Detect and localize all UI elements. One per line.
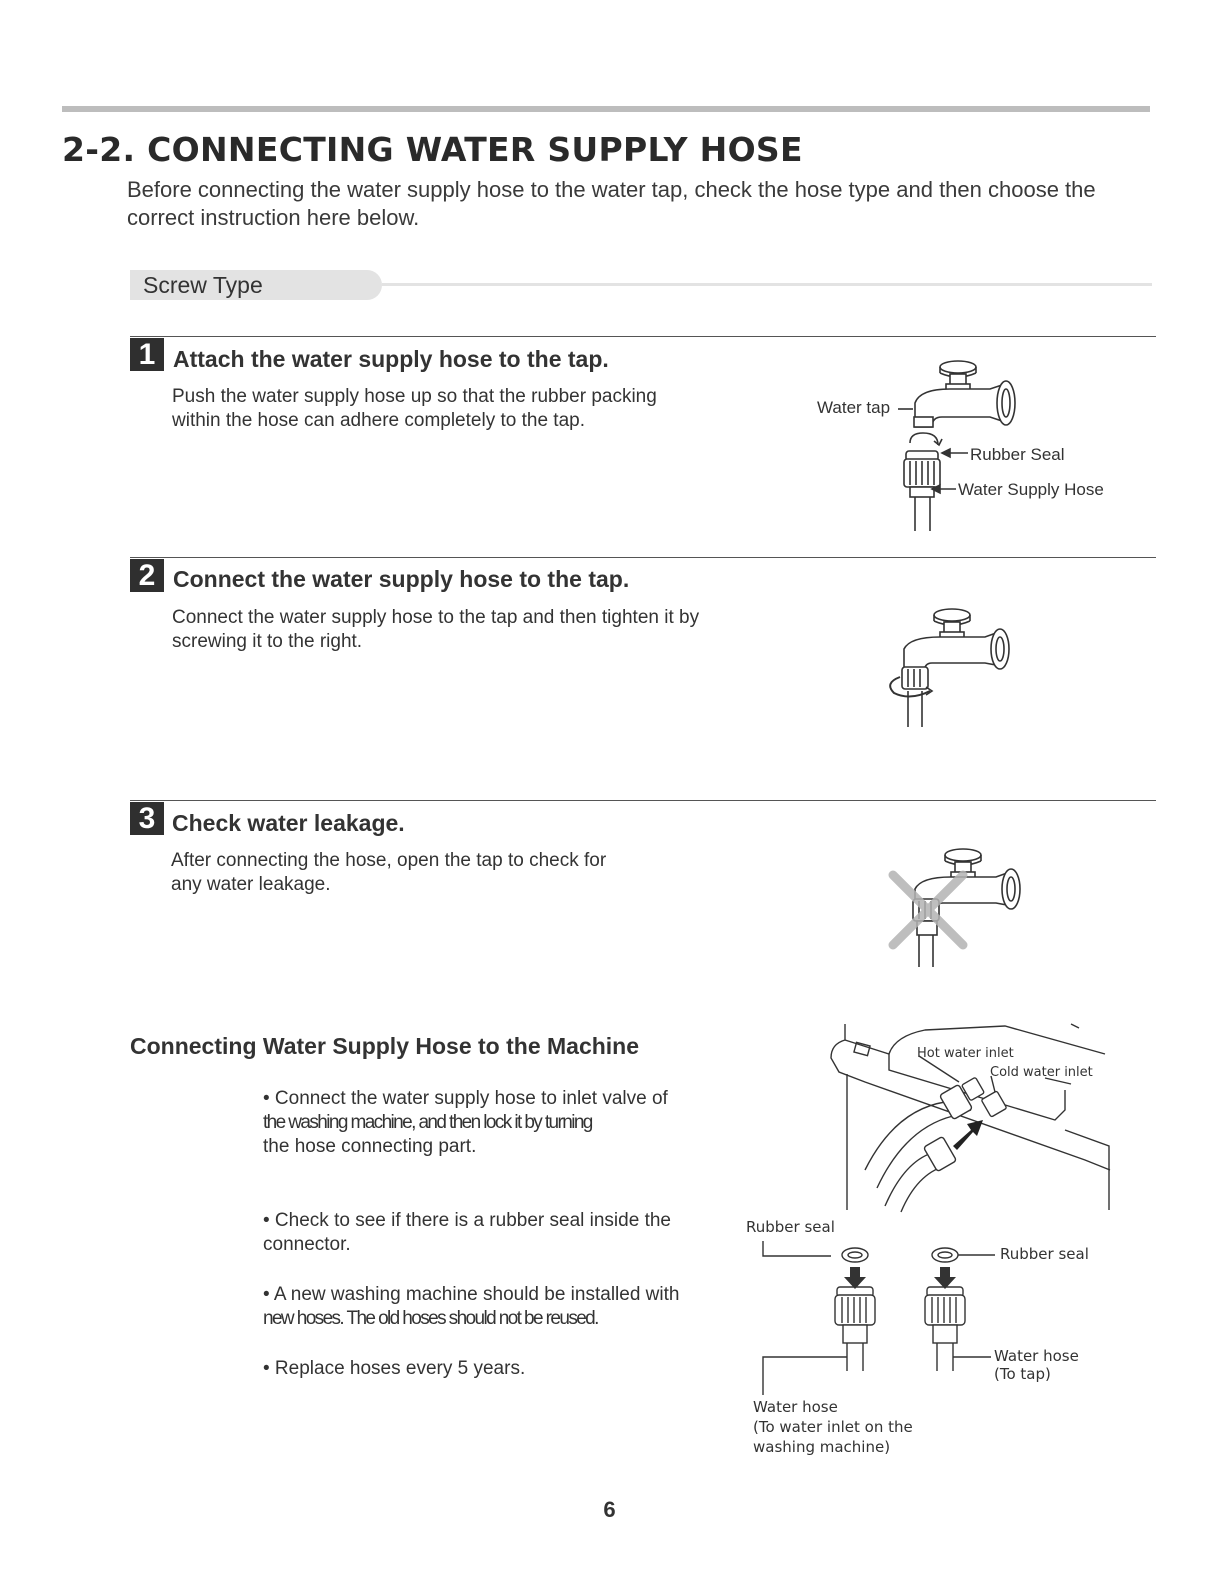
screw-type-tab: Screw Type <box>130 270 382 300</box>
step-1-rule <box>130 336 1156 337</box>
bullet-connect-line-1: • Connect the water supply hose to inlet valve of <box>263 1088 668 1109</box>
step-1-body: Push the water supply hose up so that the rubber packing within the hose can adhere completely to the tap. <box>172 386 657 431</box>
step-2-body: Connect the water supply hose to the tap and then tighten it by screwing it to the right. <box>172 607 700 652</box>
water-tap-label: Water tap <box>817 398 891 417</box>
bullet-rubber-seal-line-1: • Check to see if there is a rubber seal inside the <box>263 1210 671 1231</box>
hot-water-inlet-label: Hot water inlet <box>917 1046 1014 1061</box>
water-hose-machine-label-line-1: Water hose <box>753 1398 838 1416</box>
machine-section-heading: Connecting Water Supply Hose to the Machine <box>130 1033 640 1059</box>
water-hose-machine-label <box>753 1397 913 1457</box>
step-3-number: 3 <box>130 802 164 835</box>
water-hose-tap-label-line-1: Water hose <box>994 1347 1079 1365</box>
step-3-body: After connecting the hose, open the tap to check for any water leakage. <box>171 850 607 895</box>
page-number: 6 <box>603 1497 616 1522</box>
tap-tighten-diagram <box>880 605 1020 730</box>
rubber-seal-right-label: Rubber seal <box>1000 1245 1089 1263</box>
rubber-seal-left-label: Rubber seal <box>746 1218 835 1236</box>
water-hose-tap-label-line-2: (To tap) <box>994 1365 1051 1383</box>
step-2-heading: Connect the water supply hose to the tap. <box>173 566 630 592</box>
top-divider <box>62 106 1150 112</box>
rubber-seal-label: Rubber Seal <box>970 445 1065 464</box>
step-3-heading: Check water leakage. <box>172 810 405 836</box>
section-intro: Before connecting the water supply hose to the water tap, check the hose type and then choose the correct instruction here below. <box>127 177 1096 230</box>
bullet-rubber-seal-line-2: connector. <box>263 1234 351 1255</box>
bullet-rubber-seal <box>263 1209 713 1257</box>
bullet-new-hoses-line-2: new hoses. The old hoses should not be reused. <box>263 1308 598 1329</box>
water-hose-machine-label-line-2: (To water inlet on the <box>753 1418 913 1436</box>
step-3-rule <box>130 800 1156 801</box>
cold-water-inlet-label: Cold water inlet <box>990 1065 1093 1080</box>
water-hose-machine-label-line-3: washing machine) <box>753 1438 891 1456</box>
bullet-replace-line-1: • Replace hoses every 5 years. <box>263 1358 526 1379</box>
bullet-connect-line-2: the washing machine, and then lock it by turning <box>263 1112 592 1133</box>
water-supply-hose-label: Water Supply Hose <box>958 480 1104 499</box>
bullet-connect-line-3: the hose connecting part. <box>263 1136 477 1157</box>
tap-hose-diagram <box>780 355 1140 535</box>
step-1-heading: Attach the water supply hose to the tap. <box>173 346 609 372</box>
step-1-number: 1 <box>130 338 164 371</box>
leak-check-diagram <box>885 845 1025 970</box>
water-hose-tap-label <box>994 1347 1079 1383</box>
section-title: 2-2. CONNECTING WATER SUPPLY HOSE <box>62 130 803 169</box>
step-2-number: 2 <box>130 559 164 592</box>
tab-divider <box>382 283 1152 286</box>
bullet-connect <box>263 1087 713 1159</box>
bullet-replace <box>263 1357 713 1381</box>
bullet-new-hoses-line-1: • A new washing machine should be installed with <box>263 1284 680 1305</box>
step-2-rule <box>130 557 1156 558</box>
bullet-new-hoses <box>263 1283 713 1331</box>
